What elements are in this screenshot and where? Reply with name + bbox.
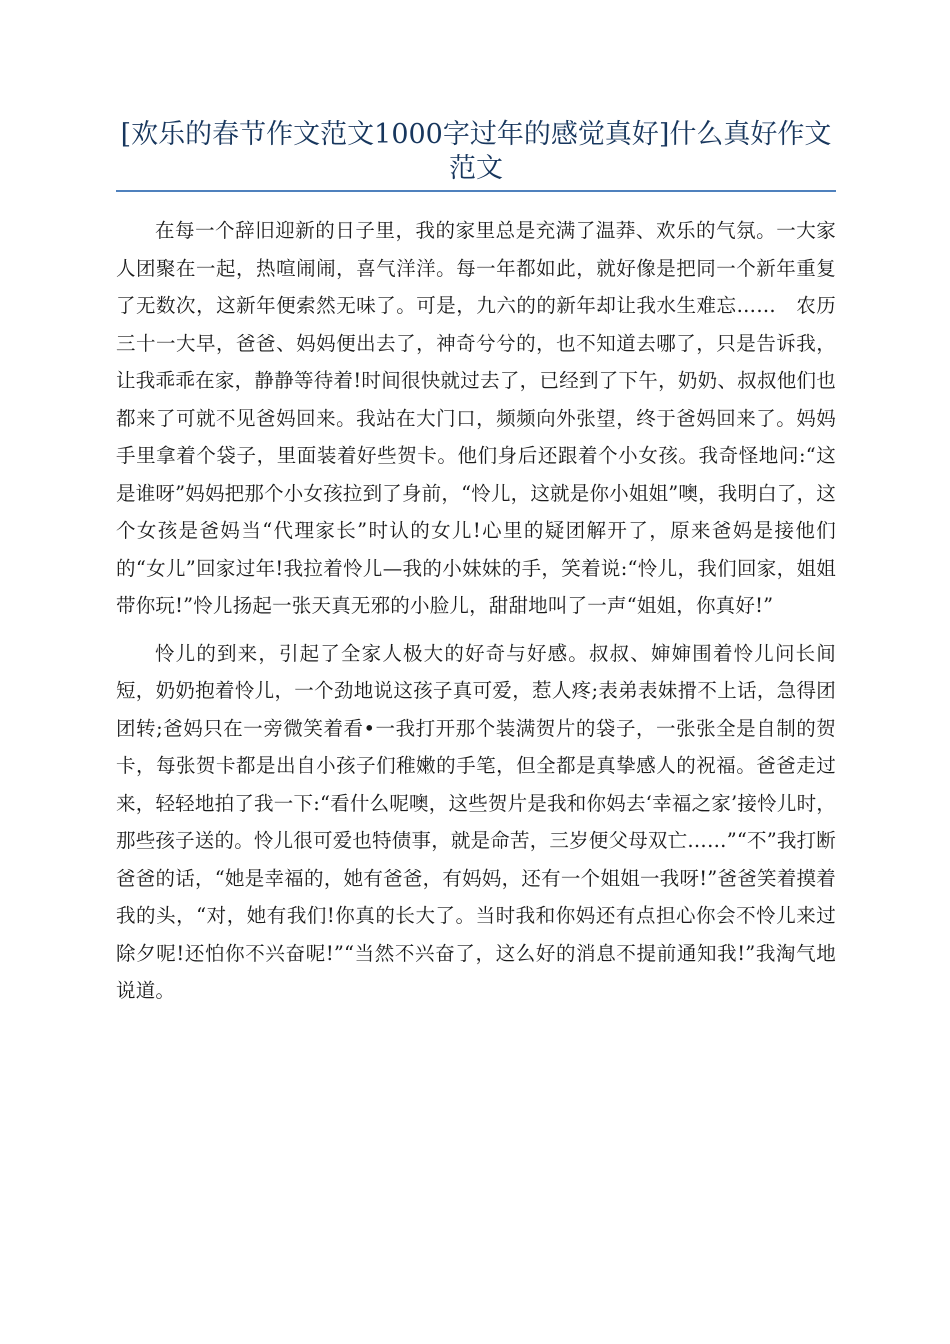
paragraph-1: 在每一个辞旧迎新的日子里，我的家里总是充满了温莽、欢乐的气氛。一大家人团聚在一起，热喧闹闹，喜气洋洋。每一年都如此，就好像是把同一个新年重复了无数次，这新年便索然无味了。可是，九六的的新年却让我水生难忘…… 农历三十一大早，爸爸、妈妈便出去了，神奇兮兮的，也不知道去哪了，只是告诉我，让我乖乖在家，静静等待着!时间很快就过去了，已经到了下午，奶奶、叔叔他们也都来了可就不见爸妈回来。我站在大门口，频频向外张望，终于爸妈回来了。妈妈手里拿着个袋子，里面装着好些贺卡。他们身后还跟着个小女孩。我奇怪地问:“这是谁呀”妈妈把那个小女孩拉到了身前，“怜儿，这就是你小姐姐”噢，我明白了，这个女孩是爸妈当“代理家长”时认的女儿!心里的疑团解开了，原来爸妈是接他们的“女儿”回家过年!我拉着怜儿—我的小妹妹的手，笑着说:“怜儿，我们回家，姐姐带你玩!”怜儿扬起一张天真无邪的小脸儿，甜甜地叫了一声“姐姐，你真好!” [116, 219, 837, 617]
paragraph-2: 怜儿的到来，引起了全家人极大的好奇与好感。叔叔、婶婶围着怜儿问长间短，奶奶抱着怜儿，一个劲地说这孩子真可爱，惹人疼;表弟表妹搰不上话，急得团团转;爸妈只在一旁微笑着看•一我打开那个装满贺片的袋子，一张张全是自制的贺卡，每张贺卡都是出自小孩子们稚嫩的手笔，但全都是真挚感人的祝福。爸爸走过来，轻轻地拍了我一下:“看什么呢噢，这些贺片是我和你妈去‘幸福之家’接怜儿时，那些孩子送的。怜儿很可爱也特债事，就是命苦，三岁便父母双亡……”“不”我打断爸爸的话，“她是幸福的，她有爸爸，有妈妈，还有一个姐姐一我呀!”爸爸笑着摸着我的头，“对，她有我们!你真的长大了。当时我和你妈还有点担心你会不怜儿来过除夕呢!还怕你不兴奋呢!”“当然不兴奋了，这么好的消息不提前通知我!”我淘气地说道。 [116, 641, 837, 1002]
document-page [116, 118, 836, 1020]
title-underline [116, 190, 836, 192]
document-title: [欢乐的春节作文范文1000字过年的感觉真好]什么真好作文范文 [120, 119, 832, 184]
